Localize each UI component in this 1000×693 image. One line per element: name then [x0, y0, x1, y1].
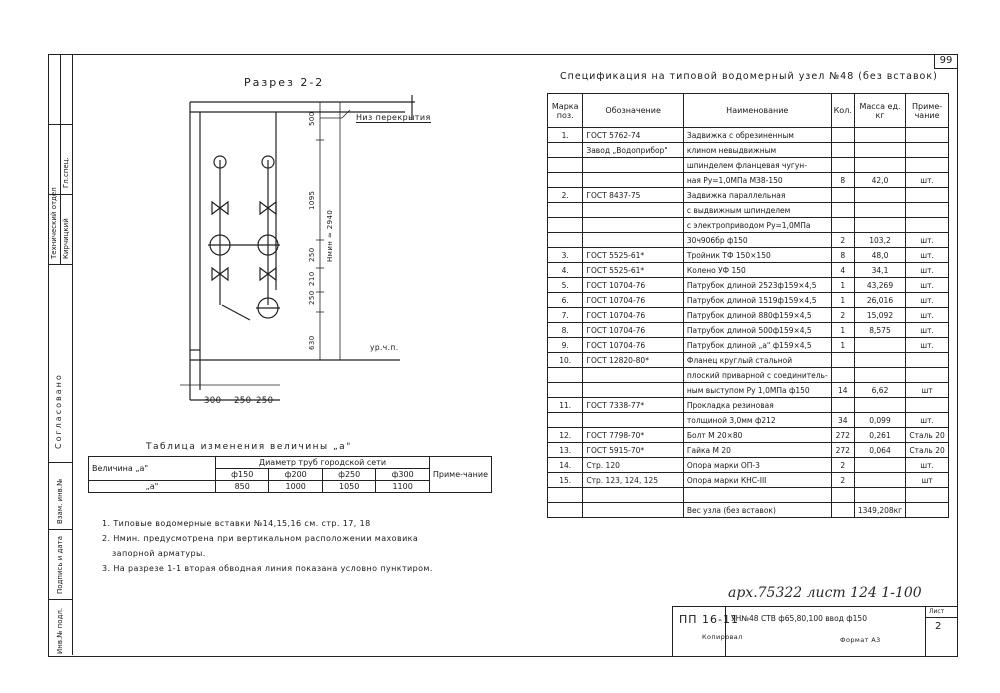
spec-row	[548, 458, 949, 473]
spec-cell-qty: 2	[831, 473, 854, 488]
var-value-200: 1000	[269, 481, 322, 493]
spec-cell-name: ная Py=1,0МПа МЗ8-150	[683, 173, 831, 188]
spec-header-designation: Обозначение	[583, 94, 684, 128]
var-diameter-header: Диаметр труб городской сети	[216, 457, 430, 469]
spec-header-note: Приме-чание	[906, 94, 949, 128]
spec-cell-pos: 3.	[548, 248, 583, 263]
spec-cell-name: Задвижка с обрезиненным	[683, 128, 831, 143]
spec-cell-note	[906, 158, 949, 173]
spec-cell-name: Опора марки ОП-3	[683, 458, 831, 473]
floor-label: ур.ч.п.	[370, 343, 399, 352]
spec-row	[548, 503, 949, 518]
spec-cell-pos	[548, 503, 583, 518]
spec-cell-name: Патрубок длиной 880ф159×4,5	[683, 308, 831, 323]
spec-cell-qty: 8	[831, 248, 854, 263]
spec-cell-note: шт	[906, 383, 949, 398]
spec-cell-note: шт.	[906, 233, 949, 248]
spec-cell-designation	[583, 383, 684, 398]
spec-cell-mass: 1349,208кг	[854, 503, 905, 518]
spec-cell-note: шт	[906, 473, 949, 488]
replace-inv-label: Взам. инв.№	[56, 478, 64, 524]
spec-cell-mass: 0,099	[854, 413, 905, 428]
spec-cell-note: шт.	[906, 338, 949, 353]
spec-cell-name: клином невыдвижным	[683, 143, 831, 158]
spec-cell-pos: 9.	[548, 338, 583, 353]
height-label: Hмин ≈ 2940	[326, 209, 334, 262]
spec-row	[548, 413, 949, 428]
spec-cell-qty	[831, 353, 854, 368]
spec-cell-designation	[583, 488, 684, 503]
spec-cell-designation: ГОСТ 10704-76	[583, 323, 684, 338]
stamp-code: ПП 16-11	[679, 613, 740, 626]
spec-cell-mass: 48,0	[854, 248, 905, 263]
spec-cell-qty	[831, 503, 854, 518]
spec-cell-designation: ГОСТ 5762-74	[583, 128, 684, 143]
spec-row	[548, 263, 949, 278]
spec-cell-name: Патрубок длиной „а" ф159×4,5	[683, 338, 831, 353]
dim-bottom-250-a: 250	[234, 396, 252, 406]
spec-cell-qty: 2	[831, 458, 854, 473]
note-1: 1. Типовые водомерные вставки №14,15,16 см. стр. 17, 18	[102, 519, 371, 528]
note-3: 3. На разрезе 1-1 вторая обводная линия показана условно пунктиром.	[102, 564, 433, 573]
spec-cell-designation: ГОСТ 7338-77*	[583, 398, 684, 413]
spec-cell-mass: 6,62	[854, 383, 905, 398]
spec-cell-note: шт.	[906, 278, 949, 293]
dim-500: 500	[308, 111, 316, 126]
dim-210: 210	[308, 271, 316, 286]
spec-cell-designation: ГОСТ 10704-76	[583, 308, 684, 323]
spec-cell-note: шт.	[906, 263, 949, 278]
spec-cell-designation	[583, 503, 684, 518]
spec-cell-designation: Стр. 120	[583, 458, 684, 473]
spec-cell-mass	[854, 143, 905, 158]
spec-cell-note	[906, 143, 949, 158]
var-value-300: 1100	[376, 481, 429, 493]
side-title-block	[48, 54, 72, 655]
copied-label: Копировал	[702, 633, 743, 641]
spec-cell-pos: 2.	[548, 188, 583, 203]
spec-cell-designation: ГОСТ 12820-80*	[583, 353, 684, 368]
spec-row	[548, 383, 949, 398]
stamp-description: УН№48 СТВ ф65,80,100 ввод ф150	[731, 614, 867, 623]
spec-cell-note	[906, 488, 949, 503]
var-diam-200: ф200	[269, 469, 322, 481]
spec-cell-pos: 11.	[548, 398, 583, 413]
var-value-label: Величина „а"	[89, 457, 216, 481]
spec-cell-qty	[831, 128, 854, 143]
spec-cell-qty	[831, 158, 854, 173]
dim-630: 630	[308, 335, 316, 350]
spec-cell-qty	[831, 188, 854, 203]
var-table-title: Таблица изменения величины „а"	[146, 442, 352, 452]
spec-cell-mass	[854, 218, 905, 233]
var-note-header: Приме-чание	[429, 457, 491, 493]
spec-table	[547, 93, 949, 518]
ceiling-label: Низ перекрытия	[356, 113, 431, 122]
spec-cell-name: Тройник ТФ 150×150	[683, 248, 831, 263]
spec-cell-name: плоский приварной с соединитель-	[683, 368, 831, 383]
spec-row	[548, 323, 949, 338]
spec-cell-qty: 14	[831, 383, 854, 398]
spec-cell-pos: 6.	[548, 293, 583, 308]
spec-cell-qty: 1	[831, 323, 854, 338]
spec-cell-qty: 1	[831, 338, 854, 353]
spec-cell-mass	[854, 398, 905, 413]
spec-cell-mass	[854, 158, 905, 173]
spec-row	[548, 338, 949, 353]
spec-cell-mass: 0,064	[854, 443, 905, 458]
spec-cell-pos: 1.	[548, 128, 583, 143]
var-value-250: 1050	[322, 481, 375, 493]
spec-cell-pos: 8.	[548, 323, 583, 338]
spec-cell-note	[906, 353, 949, 368]
spec-cell-designation: Завод „Водоприбор"	[583, 143, 684, 158]
var-value-150: 850	[216, 481, 269, 493]
page-number: 99	[934, 54, 957, 69]
var-table	[88, 456, 492, 493]
spec-row	[548, 293, 949, 308]
spec-cell-mass	[854, 203, 905, 218]
spec-row	[548, 158, 949, 173]
stamp-sheet-label: Лист	[929, 608, 945, 615]
spec-cell-name: Опора марки КНС-III	[683, 473, 831, 488]
spec-cell-qty: 34	[831, 413, 854, 428]
spec-header-qty: Кол.	[831, 94, 854, 128]
spec-row	[548, 353, 949, 368]
spec-cell-mass: 0,261	[854, 428, 905, 443]
spec-cell-designation: ГОСТ 5525-61*	[583, 263, 684, 278]
spec-cell-mass	[854, 128, 905, 143]
dim-1095: 1095	[308, 190, 316, 210]
spec-cell-designation	[583, 368, 684, 383]
var-diam-150: ф150	[216, 469, 269, 481]
spec-row	[548, 218, 949, 233]
spec-cell-designation	[583, 413, 684, 428]
spec-cell-name: Гайка М 20	[683, 443, 831, 458]
spec-cell-qty: 4	[831, 263, 854, 278]
spec-row	[548, 143, 949, 158]
var-diam-300: ф300	[376, 469, 429, 481]
spec-cell-designation	[583, 173, 684, 188]
spec-cell-name: шпинделем фланцевая чугун-	[683, 158, 831, 173]
stamp-sheet-number: 2	[935, 621, 942, 632]
spec-cell-note: шт.	[906, 173, 949, 188]
spec-cell-pos	[548, 158, 583, 173]
spec-cell-note: шт.	[906, 293, 949, 308]
spec-cell-note: Сталь 20	[906, 428, 949, 443]
spec-cell-note	[906, 203, 949, 218]
spec-cell-qty: 1	[831, 293, 854, 308]
spec-cell-pos	[548, 218, 583, 233]
spec-row	[548, 203, 949, 218]
dim-bottom-300: 300	[204, 396, 222, 406]
spec-cell-designation	[583, 233, 684, 248]
spec-cell-qty	[831, 203, 854, 218]
agreed-label: Согласовано	[54, 373, 63, 449]
spec-cell-mass	[854, 368, 905, 383]
spec-cell-qty: 272	[831, 443, 854, 458]
spec-cell-designation: ГОСТ 5525-61*	[583, 248, 684, 263]
note-2: 2. Hмин. предусмотрена при вертикальном расположении маховика	[102, 534, 419, 543]
spec-cell-designation: ГОСТ 10704-76	[583, 293, 684, 308]
spec-cell-note: шт.	[906, 323, 949, 338]
spec-cell-name: Прокладка резиновая	[683, 398, 831, 413]
archive-note: арх.75322 лист 124 1-100	[728, 585, 922, 601]
var-row-label: „а"	[89, 481, 216, 493]
spec-cell-name: с электроприводом Py=1,0МПа	[683, 218, 831, 233]
spec-cell-pos: 14.	[548, 458, 583, 473]
spec-row	[548, 473, 949, 488]
spec-cell-pos	[548, 233, 583, 248]
spec-cell-pos	[548, 368, 583, 383]
spec-cell-qty: 272	[831, 428, 854, 443]
spec-cell-pos: 4.	[548, 263, 583, 278]
spec-cell-note	[906, 188, 949, 203]
spec-cell-note: шт.	[906, 413, 949, 428]
spec-cell-pos: 5.	[548, 278, 583, 293]
spec-cell-name	[683, 488, 831, 503]
spec-cell-pos	[548, 173, 583, 188]
spec-cell-qty	[831, 143, 854, 158]
spec-cell-qty	[831, 218, 854, 233]
spec-cell-note	[906, 218, 949, 233]
spec-cell-pos: 13.	[548, 443, 583, 458]
spec-cell-note	[906, 368, 949, 383]
spec-cell-qty: 2	[831, 308, 854, 323]
spec-header-pos: Марка поз.	[548, 94, 583, 128]
spec-cell-name: Вес узла (без вставок)	[683, 503, 831, 518]
spec-cell-name: ным выступом Py 1,0МПа ф150	[683, 383, 831, 398]
spec-cell-designation: ГОСТ 8437-75	[583, 188, 684, 203]
spec-row	[548, 173, 949, 188]
spec-cell-designation: ГОСТ 10704-76	[583, 338, 684, 353]
spec-row	[548, 188, 949, 203]
dim-250-b: 250	[308, 290, 316, 305]
spec-cell-note	[906, 503, 949, 518]
role2-label: Кирчицкий	[62, 218, 70, 259]
spec-cell-mass	[854, 188, 905, 203]
spec-header-name: Наименование	[683, 94, 831, 128]
dim-bottom-250-b: 250	[256, 396, 274, 406]
spec-cell-mass	[854, 473, 905, 488]
spec-cell-mass: 103,2	[854, 233, 905, 248]
spec-cell-designation: Стр. 123, 124, 125	[583, 473, 684, 488]
spec-cell-qty	[831, 368, 854, 383]
role1-label: Гл.спец.	[62, 157, 70, 188]
spec-cell-name: с выдвижным шпинделем	[683, 203, 831, 218]
spec-row	[548, 398, 949, 413]
spec-cell-designation: ГОСТ 10704-76	[583, 278, 684, 293]
spec-cell-qty: 8	[831, 173, 854, 188]
spec-row	[548, 428, 949, 443]
spec-row	[548, 308, 949, 323]
spec-cell-name: 30ч906бр ф150	[683, 233, 831, 248]
signature-date-label: Подпись и дата	[56, 536, 64, 594]
spec-cell-qty: 1	[831, 278, 854, 293]
spec-cell-designation: ГОСТ 7798-70*	[583, 428, 684, 443]
spec-cell-mass: 42,0	[854, 173, 905, 188]
spec-cell-mass: 43,269	[854, 278, 905, 293]
spec-cell-pos	[548, 383, 583, 398]
spec-cell-note: Сталь 20	[906, 443, 949, 458]
spec-cell-mass	[854, 338, 905, 353]
spec-cell-name: Колено УФ 150	[683, 263, 831, 278]
dept-label: Технический отдел	[50, 187, 58, 259]
spec-cell-qty: 2	[831, 233, 854, 248]
spec-cell-name: Задвижка параллельная	[683, 188, 831, 203]
spec-cell-pos: 10.	[548, 353, 583, 368]
spec-cell-designation	[583, 218, 684, 233]
spec-cell-name: Болт М 20×80	[683, 428, 831, 443]
spec-row	[548, 488, 949, 503]
spec-cell-name: Патрубок длиной 1519ф159×4,5	[683, 293, 831, 308]
section-drawing	[180, 90, 420, 410]
spec-header-mass: Масса ед. кг	[854, 94, 905, 128]
spec-cell-pos	[548, 203, 583, 218]
spec-row	[548, 278, 949, 293]
spec-cell-mass: 15,092	[854, 308, 905, 323]
spec-cell-mass	[854, 488, 905, 503]
spec-cell-qty	[831, 488, 854, 503]
spec-row	[548, 128, 949, 143]
stamp-block	[672, 606, 957, 656]
dim-250-a: 250	[308, 247, 316, 262]
spec-cell-pos: 7.	[548, 308, 583, 323]
section-title: Разрез 2-2	[244, 76, 325, 89]
spec-row	[548, 443, 949, 458]
notes-block	[102, 516, 433, 576]
note-2-cont: запорной арматуры.	[112, 549, 206, 558]
spec-cell-mass: 26,016	[854, 293, 905, 308]
spec-row	[548, 233, 949, 248]
spec-cell-mass: 8,575	[854, 323, 905, 338]
spec-cell-note	[906, 128, 949, 143]
spec-cell-name: Патрубок длиной 500ф159×4,5	[683, 323, 831, 338]
spec-cell-pos: 15.	[548, 473, 583, 488]
spec-cell-designation: ГОСТ 5915-70*	[583, 443, 684, 458]
spec-cell-qty	[831, 398, 854, 413]
spec-cell-pos	[548, 488, 583, 503]
spec-cell-pos	[548, 413, 583, 428]
spec-row	[548, 248, 949, 263]
spec-cell-note: шт.	[906, 308, 949, 323]
spec-cell-note: шт.	[906, 458, 949, 473]
spec-header-row	[548, 94, 949, 128]
format-label: Формат А3	[840, 636, 881, 644]
var-diam-250: ф250	[322, 469, 375, 481]
spec-cell-designation	[583, 203, 684, 218]
spec-cell-designation	[583, 158, 684, 173]
spec-cell-name: Фланец круглый стальной	[683, 353, 831, 368]
spec-cell-mass	[854, 458, 905, 473]
spec-cell-pos: 12.	[548, 428, 583, 443]
spec-title: Спецификация на типовой водомерный узел №48 (без вставок)	[560, 71, 938, 82]
inv-number-label: Инв.№ подл.	[56, 607, 64, 654]
spec-cell-name: Патрубок длиной 2523ф159×4,5	[683, 278, 831, 293]
spec-cell-mass	[854, 353, 905, 368]
spec-cell-note	[906, 398, 949, 413]
spec-row	[548, 368, 949, 383]
spec-cell-mass: 34,1	[854, 263, 905, 278]
spec-cell-pos	[548, 143, 583, 158]
spec-cell-note: шт.	[906, 248, 949, 263]
spec-cell-name: толщиной 3,0мм ф212	[683, 413, 831, 428]
